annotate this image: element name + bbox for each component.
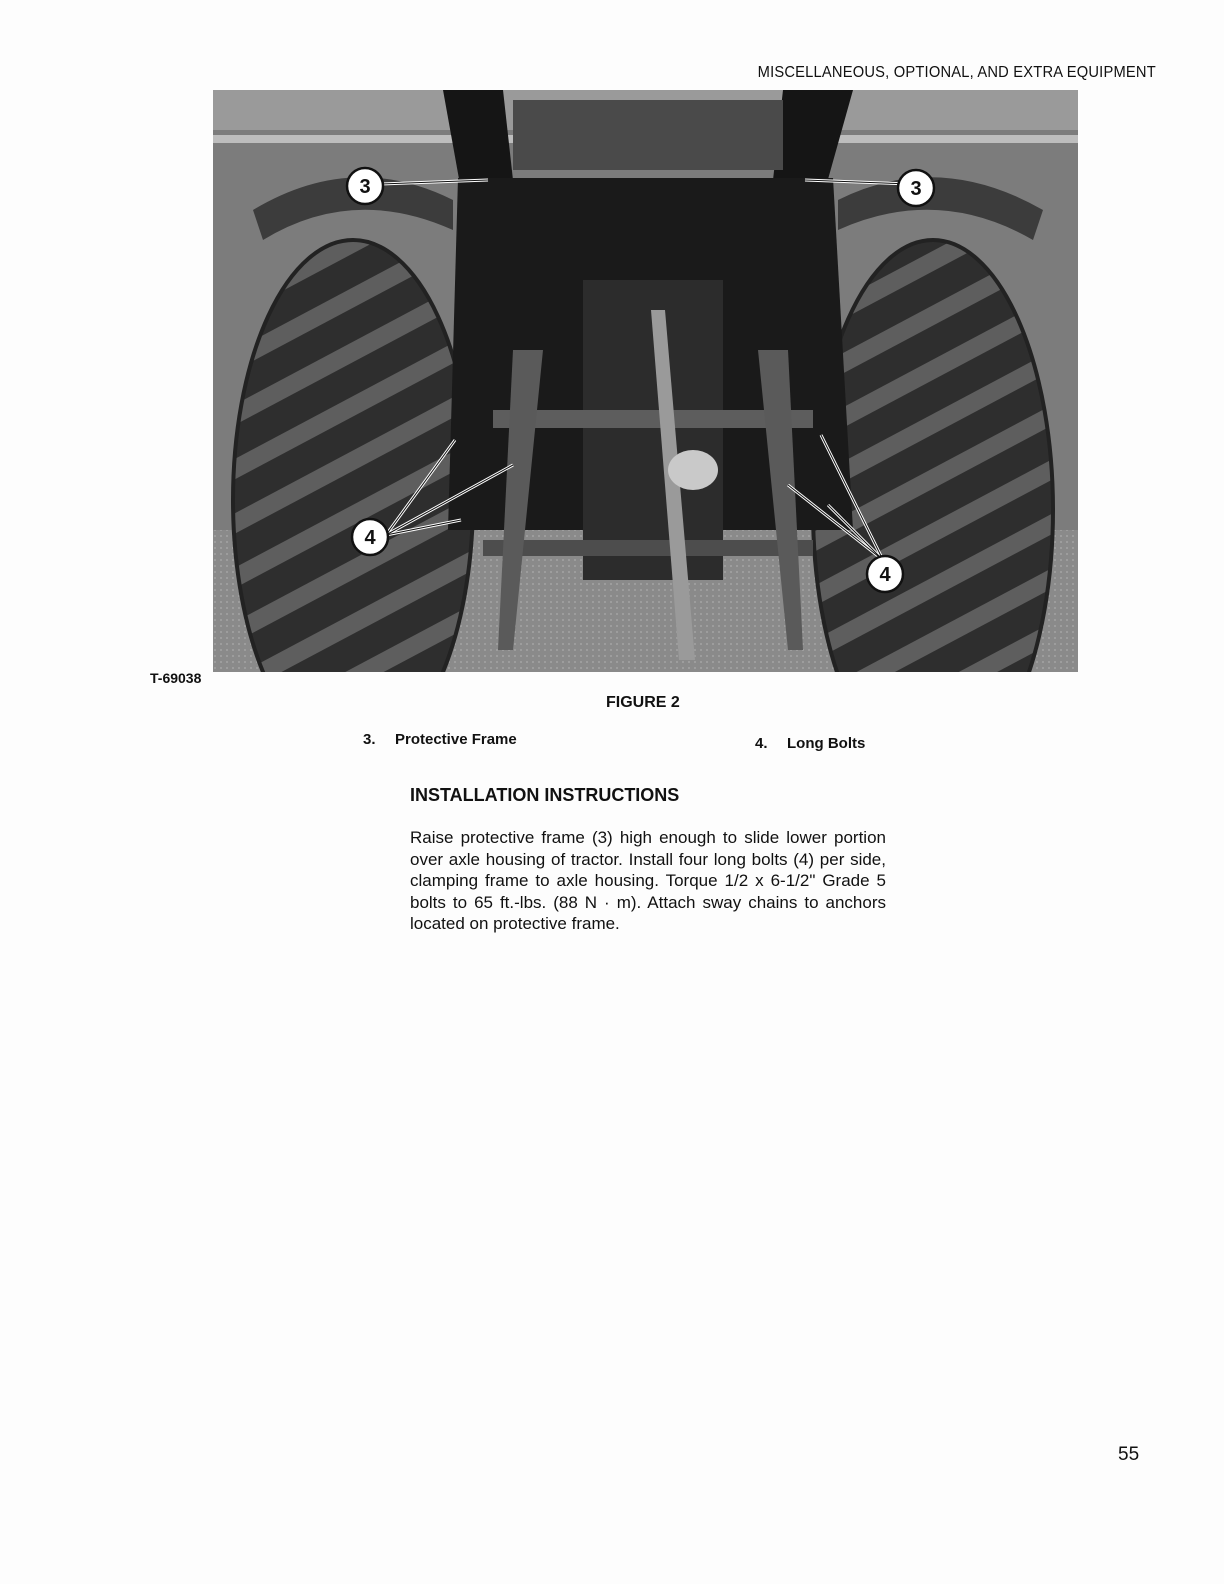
- callout-3-left: [347, 168, 383, 204]
- legend-label: Long Bolts: [787, 735, 866, 752]
- callout-3-right: [898, 170, 934, 206]
- callout-label: 3: [910, 178, 922, 200]
- instructions-paragraph: Raise protective frame (3) high enough to slide lower portion over axle housing of tractor. Install four long bolts (4) per side, clamping frame to axle housing. Torque 1/2 x 6-1/2" Grade 5 bolts to 65 ft.-lbs. (88 N · m). Attach sway chains to anchors located on protective frame.: [410, 828, 886, 933]
- legend-item-protective-frame: [363, 731, 517, 748]
- figure-title: FIGURE 2: [606, 694, 680, 711]
- page-number: 55: [1118, 1444, 1140, 1465]
- callout-label: 4: [879, 564, 891, 586]
- legend-number: 4.: [755, 735, 768, 752]
- legend-label: Protective Frame: [395, 731, 517, 748]
- callout-label: 3: [359, 176, 371, 198]
- photo-id: T-69038: [150, 670, 202, 686]
- legend-number: 3.: [363, 731, 376, 748]
- tractor-rear-photo: [213, 90, 1078, 672]
- callout-4-left: [352, 519, 388, 555]
- callout-4-right: [867, 556, 903, 592]
- section-title: INSTALLATION INSTRUCTIONS: [410, 785, 680, 805]
- page-header: MISCELLANEOUS, OPTIONAL, AND EXTRA EQUIPMENT: [757, 64, 1156, 81]
- callout-label: 4: [364, 527, 376, 549]
- legend-item-long-bolts: [755, 735, 865, 752]
